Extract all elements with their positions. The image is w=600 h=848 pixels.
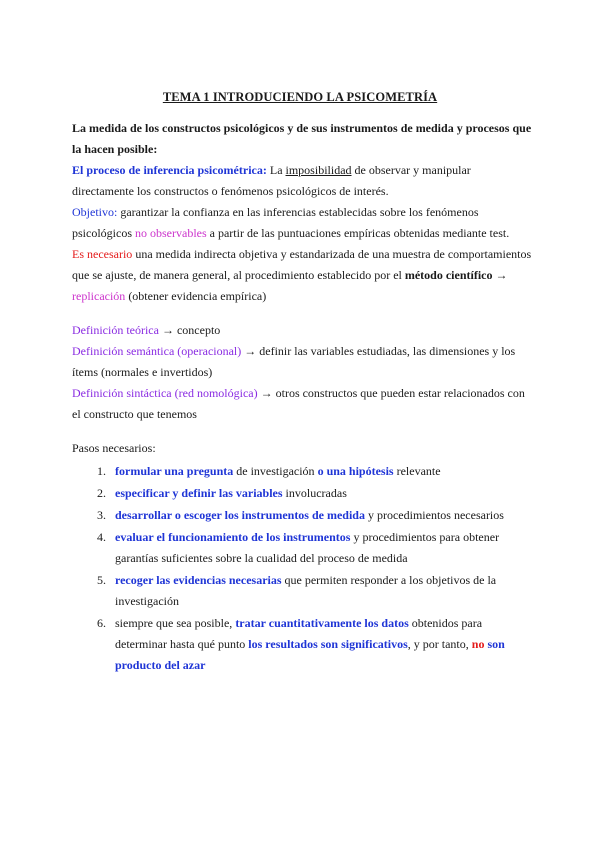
definicion-label: Definición sintáctica (red nomológica) — [72, 386, 258, 400]
step-highlight: formular una pregunta — [115, 464, 234, 478]
step-highlight: evaluar el funcionamiento de los instrumentos — [115, 530, 351, 544]
inferencia-paragraph — [72, 160, 532, 202]
inferencia-label: El proceso de inferencia psicométrica: — [72, 163, 267, 177]
step-highlight: especificar y definir las variables — [115, 486, 283, 500]
step-negation: no — [471, 637, 485, 651]
necesario-replicacion: replicación — [72, 289, 126, 303]
step-text: que permiten responder a los objetivos de la investigación — [115, 573, 497, 608]
step-text: y procedimientos para obtener garantías suficientes sobre la cualidad del proceso de medida — [115, 530, 500, 565]
list-item — [109, 483, 532, 504]
definicion-text: → definir las variables estudiadas, las dimensiones y los ítems (normales e invertidos) — [72, 344, 516, 379]
necesario-label: Es necesario — [72, 247, 133, 261]
section-heading: La medida de los constructos psicológicos y de sus instrumentos de medida y procesos que la hacen posible: — [72, 121, 532, 156]
step-highlight: recoger las evidencias necesarias — [115, 573, 282, 587]
necesario-arrow: → — [492, 268, 508, 282]
necesario-text2: (obtener evidencia empírica) — [125, 289, 267, 303]
objetivo-label: Objetivo: — [72, 205, 118, 219]
list-item — [109, 461, 532, 482]
step-text: de investigación — [233, 464, 318, 478]
spacer — [72, 425, 532, 438]
inferencia-underlined: imposibilidad — [285, 163, 352, 177]
list-item — [109, 570, 532, 612]
definicion-teorica — [72, 320, 532, 341]
step-highlight: son producto del azar — [115, 637, 505, 672]
page-title: TEMA 1 INTRODUCIENDO LA PSICOMETRÍA — [162, 90, 438, 104]
inferencia-post: de observar y manipular directamente los constructos o fenómenos psicológicos de interés. — [72, 163, 471, 198]
pasos-list — [72, 461, 532, 676]
necesario-paragraph — [72, 244, 532, 307]
list-item — [109, 505, 532, 526]
necesario-text1: una medida indirecta objetiva y estandarizada de una muestra de comportamientos que se ajuste, de manera general, al procedimiento establecido por el — [72, 247, 532, 282]
step-text: relevante — [393, 464, 441, 478]
definicion-label: Definición teórica — [72, 323, 159, 337]
step-text: siempre que sea posible, — [115, 616, 236, 630]
objetivo-paragraph — [72, 202, 532, 244]
step-text: obtenidos para determinar hasta qué punto — [115, 616, 483, 651]
definicion-text: → otros constructos que pueden estar relacionados con el constructo que tenemos — [72, 386, 525, 421]
step-text: , y por tanto, — [407, 637, 472, 651]
step-highlight: los resultados son significativos — [248, 637, 408, 651]
step-highlight: desarrollar o escoger los instrumentos de medida — [115, 508, 365, 522]
list-item — [109, 527, 532, 569]
pasos-heading: Pasos necesarios: — [72, 441, 156, 455]
objetivo-highlight: no observables — [135, 226, 207, 240]
step-highlight: tratar cuantitativamente los datos — [235, 616, 409, 630]
step-text: involucradas — [282, 486, 347, 500]
spacer — [72, 307, 532, 320]
inferencia-pre: La — [266, 163, 286, 177]
step-text: y procedimientos necesarios — [364, 508, 504, 522]
definicion-sintactica — [72, 383, 532, 425]
list-item — [109, 613, 532, 676]
definicion-semantica — [72, 341, 532, 383]
definicion-label: Definición semántica (operacional) — [72, 344, 242, 358]
objetivo-text1: garantizar la confianza en las inferencias establecidas sobre los fenómenos psicológicos — [72, 205, 479, 240]
necesario-bold: método científico — [404, 268, 493, 282]
step-highlight: o una hipótesis — [317, 464, 394, 478]
document-body — [72, 118, 532, 677]
definicion-text: → concepto — [158, 323, 221, 337]
objetivo-text2: a partir de las puntuaciones empíricas obtenidas mediante test. — [206, 226, 510, 240]
